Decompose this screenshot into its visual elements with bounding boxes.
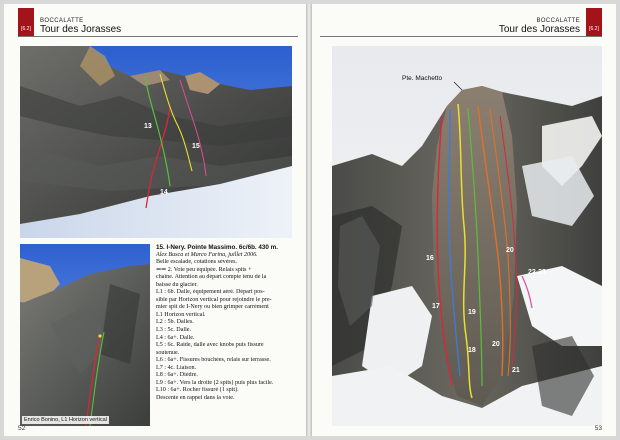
photo-caption: Enrico Bonino, L1 Horizon vertical [24, 417, 107, 423]
route-line: L9 : 6a+. Vers la droite (2 spits) puis plus facile. [156, 379, 274, 386]
peak-label-pte-machetto: Pte. Machetto [402, 75, 443, 82]
right-page [312, 4, 616, 436]
route-label-15: 15 [192, 143, 200, 150]
route-line: L1 Horizon vertical. [156, 311, 206, 318]
header-rule [18, 36, 298, 37]
section-tab: [6.2] [18, 8, 34, 36]
route-line: baisse du glacier. [156, 281, 198, 288]
route-line: L8 : 6a+. Dièdre. [156, 372, 198, 379]
route-line: L5 : 6c. Raide, dalle avec knobs puis fissure [156, 342, 264, 349]
header-rule [320, 36, 602, 37]
route-label-13: 13 [144, 123, 152, 130]
route-label-22-23: 22-23 [528, 269, 546, 276]
page-number: 52 [18, 425, 26, 432]
route-line: soutenue. [156, 349, 180, 356]
route-line: L1 : 6b. Dalle, équipement aéré. Départ pos- [156, 289, 265, 296]
route-label-20-lower: 20 [492, 341, 500, 348]
route-line: L3 : 5c. Dalle. [156, 327, 192, 334]
route-description [156, 244, 300, 402]
route-label-18: 18 [468, 347, 476, 354]
running-author: BOCCALATTE [40, 18, 84, 24]
route-line: L7 : 4c. Liaison. [156, 364, 197, 371]
section-tab: [6.2] [586, 8, 602, 36]
route-label-16: 16 [426, 255, 434, 262]
route-label-14: 14 [160, 189, 168, 196]
route-line: L2 : 5b. Dalles. [156, 319, 194, 326]
running-title: Tour des Jorasses [498, 24, 580, 35]
route-line: chaîne. Attention au départ compte tenu de la [156, 274, 267, 281]
route-label-20: 20 [506, 247, 514, 254]
page-number: 53 [594, 425, 602, 432]
climber-photo [20, 244, 150, 426]
running-header [499, 18, 580, 35]
route-line: L6 : 6a+. Fissures bouchées, relais sur terrasse. [156, 357, 271, 364]
route-label-19: 19 [468, 309, 476, 316]
running-header [40, 18, 121, 35]
running-author: BOCCALATTE [536, 18, 580, 24]
route-line: Belle escalade, cotations sévères. [156, 259, 238, 266]
route-label-21: 21 [512, 367, 520, 374]
topo-photo-tour-des-jorasses-base [20, 46, 292, 238]
route-title: 15. I-Nery. Pointe Massimo. 6c/6b. 430 m. [156, 244, 279, 251]
route-line: L10 : 6a+. Rocher fissuré (1 spit). [156, 387, 239, 394]
left-page [4, 4, 306, 436]
route-line: sible par Horizon vertical pour rejoindre le pre- [156, 296, 272, 303]
topo-photo-tour-des-jorasses-face [332, 46, 602, 426]
route-label-17: 17 [432, 303, 440, 310]
route-line: L4 : 6a+. Dalle. [156, 334, 195, 341]
running-title: Tour des Jorasses [40, 24, 122, 35]
route-line: ⇐⇒ 2. Voie peu équipée. Relais spits + [156, 266, 252, 273]
route-line: Descente en rappel dans la voie. [156, 394, 235, 401]
route-authors: Alex Busca et Marco Farina, juillet 2006. [156, 251, 258, 258]
route-line: mier spit de I-Nery ou bien grimper carrément [156, 304, 269, 311]
